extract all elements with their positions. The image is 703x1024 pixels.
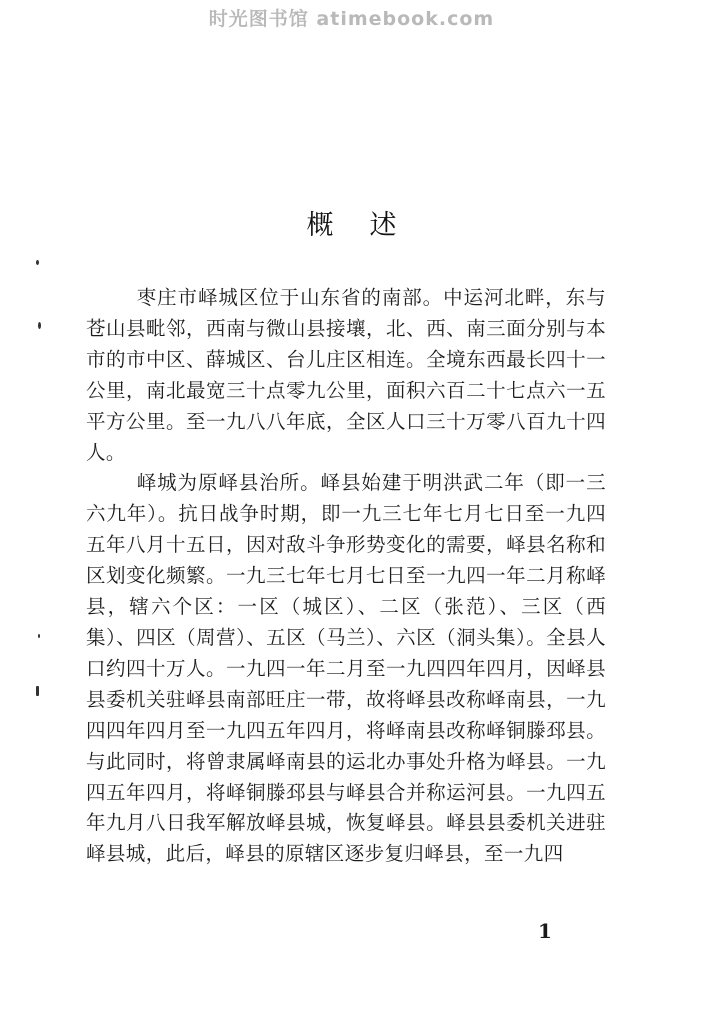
paragraph-history: 峄城为原峄县治所。峄县始建于明洪武二年（即一三六九年）。抗日战争时期，即一九三七年七月七日至一九四五年八月十五日，因对敌斗争形势变化的需要，峄县名称和区划变化频繁。一九三七年七月七日至一九四一年二月称峄县，辖六个区：一区（城区）、二区（张范）、三区（西集）、四区（周营）、五区（马兰）、六区（洞头集）。全县人口约四十万人。一九四一年二月至一九四四年四月，因峄县县委机关驻峄县南部旺庄一带，故将峄县改称峄南县，一九四四年四月至一九四五年四月，将峄南县改称峄铜滕邳县。与此同时，将曾隶属峄南县的运北办事处升格为峄县。一九四五年四月，将峄铜滕邳县与峄县合并称运河县。一九四五年九月八日我军解放峄县城，恢复峄县。峄县县委机关进驻峄县城，此后，峄县的原辖区逐步复归峄县，至一九四: [86, 471, 606, 866]
paragraph-intro: 枣庄市峄城区位于山东省的南部。中运河北畔，东与苍山县毗邻，西南与微山县接壤，北、西、南三面分别与本市的市中区、薛城区、台儿庄区相连。全境东西最长四十一公里，南北最宽三十点零九公里，面积六百二十七点六一五平方公里。至一九八八年底，全区人口三十万零八百九十四人。: [86, 286, 606, 464]
scan-speck: [36, 260, 39, 265]
page-number: 1: [538, 919, 552, 943]
scan-speck: [36, 686, 39, 696]
body-text: [86, 283, 606, 870]
watermark: 时光图书馆 atimebook.com: [208, 8, 495, 30]
scan-speck: [38, 322, 41, 329]
page-title: 概述: [306, 210, 433, 241]
scan-speck: [38, 634, 40, 638]
